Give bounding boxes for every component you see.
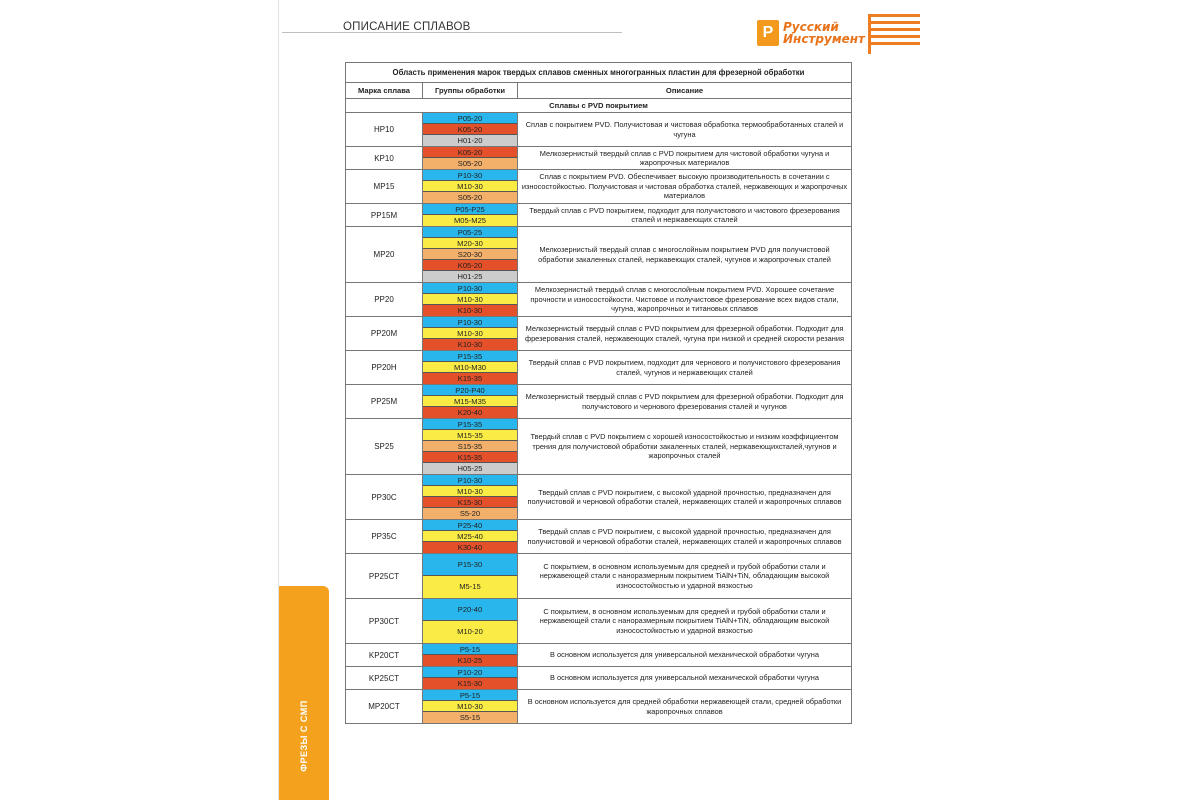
group-badge: K05-20 [423,124,517,135]
grade-cell: PP35C [346,520,423,554]
groups-cell [423,475,518,520]
column-header-groups: Группы обработки [423,83,518,99]
group-badge: K05-20 [423,147,517,158]
group-badge: S20-30 [423,249,517,260]
description-cell: С покрытием, в основном используемым для средней и грубой обработки стали и нержавеющей стали с наноразмерным покрытием TiAlN+TiN, обладающим высокой износостойкостью и ударной вязкостью [518,599,852,644]
groups-cell [423,283,518,317]
logo-text [783,21,865,45]
description-cell: В основном используется для универсальной механической обработки чугуна [518,644,852,667]
logo-mark-icon: Р [757,20,779,46]
group-badge: P05-25 [423,227,517,238]
logo-stripes-icon [868,14,920,49]
group-badge: M10-M30 [423,362,517,373]
group-badge: M20-30 [423,238,517,249]
group-badge: P25-40 [423,520,517,531]
group-badge: M5-15 [423,576,517,598]
grade-cell: PP20M [346,317,423,351]
group-badge: P5-15 [423,690,517,701]
group-badge: H01-20 [423,135,517,146]
group-badge: K20-40 [423,407,517,418]
groups-cell [423,170,518,204]
table-row [346,113,852,147]
groups-cell [423,113,518,147]
group-badge: K30-40 [423,542,517,553]
group-badge: S15-35 [423,441,517,452]
group-badge: S5-15 [423,712,517,723]
grade-cell: KP10 [346,147,423,170]
group-badge: M10-30 [423,181,517,192]
alloys-table [345,62,852,724]
grade-cell: KP20CT [346,644,423,667]
description-cell: Сплав с покрытием PVD. Получистовая и чистовая обработка термообработанных сталей и чугуна [518,113,852,147]
grade-cell: SP25 [346,419,423,475]
table-row [346,147,852,170]
table-row [346,283,852,317]
brand-logo [757,20,865,46]
group-badge: P05-P25 [423,204,517,215]
section-title: ОПИСАНИЕ СПЛАВОВ [343,21,471,33]
group-badge: M05-M25 [423,215,517,226]
group-badge: K10-30 [423,339,517,350]
description-cell: Мелкозернистый твердый сплав с многослойным покрытием PVD для получистовой обработки закаленных сталей, нержавеющих сталей, чугунов и жаропрочных сталей [518,227,852,283]
group-badge: K15-30 [423,678,517,689]
group-badge: S5-20 [423,508,517,519]
table-row [346,644,852,667]
side-tab-label: ФРЕЗЫ С СМП [299,700,309,772]
table-row [346,204,852,227]
table-row [346,554,852,599]
group-badge: H01-25 [423,271,517,282]
table-row [346,419,852,475]
grade-cell: PP30C [346,475,423,520]
column-header-description: Описание [518,83,852,99]
description-cell: Мелкозернистый твердый сплав с PVD покрытием для фрезерной обработки. Подходит для получистового и чернового фрезерования сталей и чугунов [518,385,852,419]
group-badge: P20-P40 [423,385,517,396]
logo-line-2: Инструмент [783,32,866,46]
description-cell: Мелкозернистый твердый сплав с PVD покрытием для чистовой обработки чугуна и жаропрочных материалов [518,147,852,170]
group-badge: M25-40 [423,531,517,542]
group-badge: M10-30 [423,294,517,305]
grade-cell: PP30CT [346,599,423,644]
group-badge: K15-35 [423,373,517,384]
group-badge: P20-40 [423,599,517,621]
group-badge: P10-20 [423,667,517,678]
table-row [346,170,852,204]
group-badge: P15-30 [423,554,517,576]
table-row [346,385,852,419]
table-subheader: Сплавы с PVD покрытием [346,99,852,113]
group-badge: P15-35 [423,351,517,362]
group-badge: K15-30 [423,497,517,508]
table-subheader-row [346,99,852,113]
table-title: Область применения марок твердых сплавов сменных многогранных пластин для фрезерной обработки [346,63,852,83]
group-badge: P10-30 [423,170,517,181]
description-cell: Мелкозернистый твердый сплав с PVD покрытием для фрезерной обработки. Подходит для фрезерования сталей, нержавеющих сталей, чугуна при низкой и средней скорости резания [518,317,852,351]
description-cell: С покрытием, в основном используемым для средней и грубой обработки стали и нержавеющей стали с наноразмерным покрытием TiAlN+TiN, обладающим высокой износостойкостью и ударной вязкостью [518,554,852,599]
description-cell: Твердый сплав с PVD покрытием, с высокой ударной прочностью, предназначен для получистовой и черновой обработки сталей, нержавеющих сталей и жаропрочных сплавов [518,520,852,554]
grade-cell: PP25CT [346,554,423,599]
groups-cell [423,351,518,385]
group-badge: P10-30 [423,283,517,294]
grade-cell: PP15M [346,204,423,227]
description-cell: Твердый сплав с PVD покрытием, подходит для получистового и чистового фрезерования сталей и нержавеющих сталей [518,204,852,227]
group-badge: M10-30 [423,701,517,712]
table-row [346,520,852,554]
group-badge: P5-15 [423,644,517,655]
table-row [346,227,852,283]
grade-cell: MP20CT [346,690,423,724]
group-badge: S05-20 [423,192,517,203]
groups-cell [423,667,518,690]
group-badge: H05-25 [423,463,517,474]
table-header-row [346,83,852,99]
description-cell: Мелкозернистый твердый сплав с многослойным покрытием PVD. Хорошее сочетание прочности и износостойкости. Чистовое и получистовое фрезерование всех видов стали, чугуна, жаропрочных и титановых сплавов [518,283,852,317]
group-badge: K10-30 [423,305,517,316]
group-badge: M10-20 [423,621,517,643]
table-row [346,667,852,690]
description-cell: В основном используется для средней обработки нержавеющей стали, средней обработки жаропрочных сплавов [518,690,852,724]
description-cell: Сплав с покрытием PVD. Обеспечивает высокую производительность в сочетании с износостойкостью. Получистовая и чистовая обработка сталей, нержавеющих и жаропрочных материалов [518,170,852,204]
grade-cell: PP20 [346,283,423,317]
table-row [346,317,852,351]
grade-cell: MP20 [346,227,423,283]
table-body [346,113,852,724]
description-cell: В основном используется для универсальной механической обработки чугуна [518,667,852,690]
groups-cell [423,554,518,599]
table-row [346,475,852,520]
groups-cell [423,204,518,227]
table-row [346,690,852,724]
group-badge: P10-30 [423,317,517,328]
grade-cell: KP25CT [346,667,423,690]
description-cell: Твердый сплав с PVD покрытием, подходит для чернового и получистового фрезерования сталей, чугунов и нержавеющих сталей [518,351,852,385]
group-badge: K15-35 [423,452,517,463]
side-tab [279,586,329,800]
logo-line-1: Русский [783,20,839,34]
group-badge: P10-30 [423,475,517,486]
groups-cell [423,385,518,419]
group-badge: M15-35 [423,430,517,441]
grade-cell: PP20H [346,351,423,385]
groups-cell [423,419,518,475]
grade-cell: HP10 [346,113,423,147]
groups-cell [423,147,518,170]
description-cell: Твердый сплав с PVD покрытием с хорошей износостойкостью и низким коэффициентом трения для получистовой обработки закаленных сталей, нержавеющихсталей,чугунов и жаропрочных сталей [518,419,852,475]
description-cell: Твердый сплав с PVD покрытием, с высокой ударной прочностью, предназначен для получистовой и черновой обработки сталей, нержавеющих сталей и жаропрочных сплавов [518,475,852,520]
group-badge: M10-30 [423,328,517,339]
group-badge: S05-20 [423,158,517,169]
table-title-row [346,63,852,83]
groups-cell [423,227,518,283]
groups-cell [423,690,518,724]
table-row [346,599,852,644]
groups-cell [423,317,518,351]
groups-cell [423,599,518,644]
group-badge: M15-M35 [423,396,517,407]
column-header-grade: Марка сплава [346,83,423,99]
group-badge: M10-30 [423,486,517,497]
grade-cell: MP15 [346,170,423,204]
groups-cell [423,520,518,554]
groups-cell [423,644,518,667]
grade-cell: PP25M [346,385,423,419]
group-badge: K05-20 [423,260,517,271]
group-badge: P05-20 [423,113,517,124]
group-badge: K10-25 [423,655,517,666]
table-row [346,351,852,385]
group-badge: P15-35 [423,419,517,430]
